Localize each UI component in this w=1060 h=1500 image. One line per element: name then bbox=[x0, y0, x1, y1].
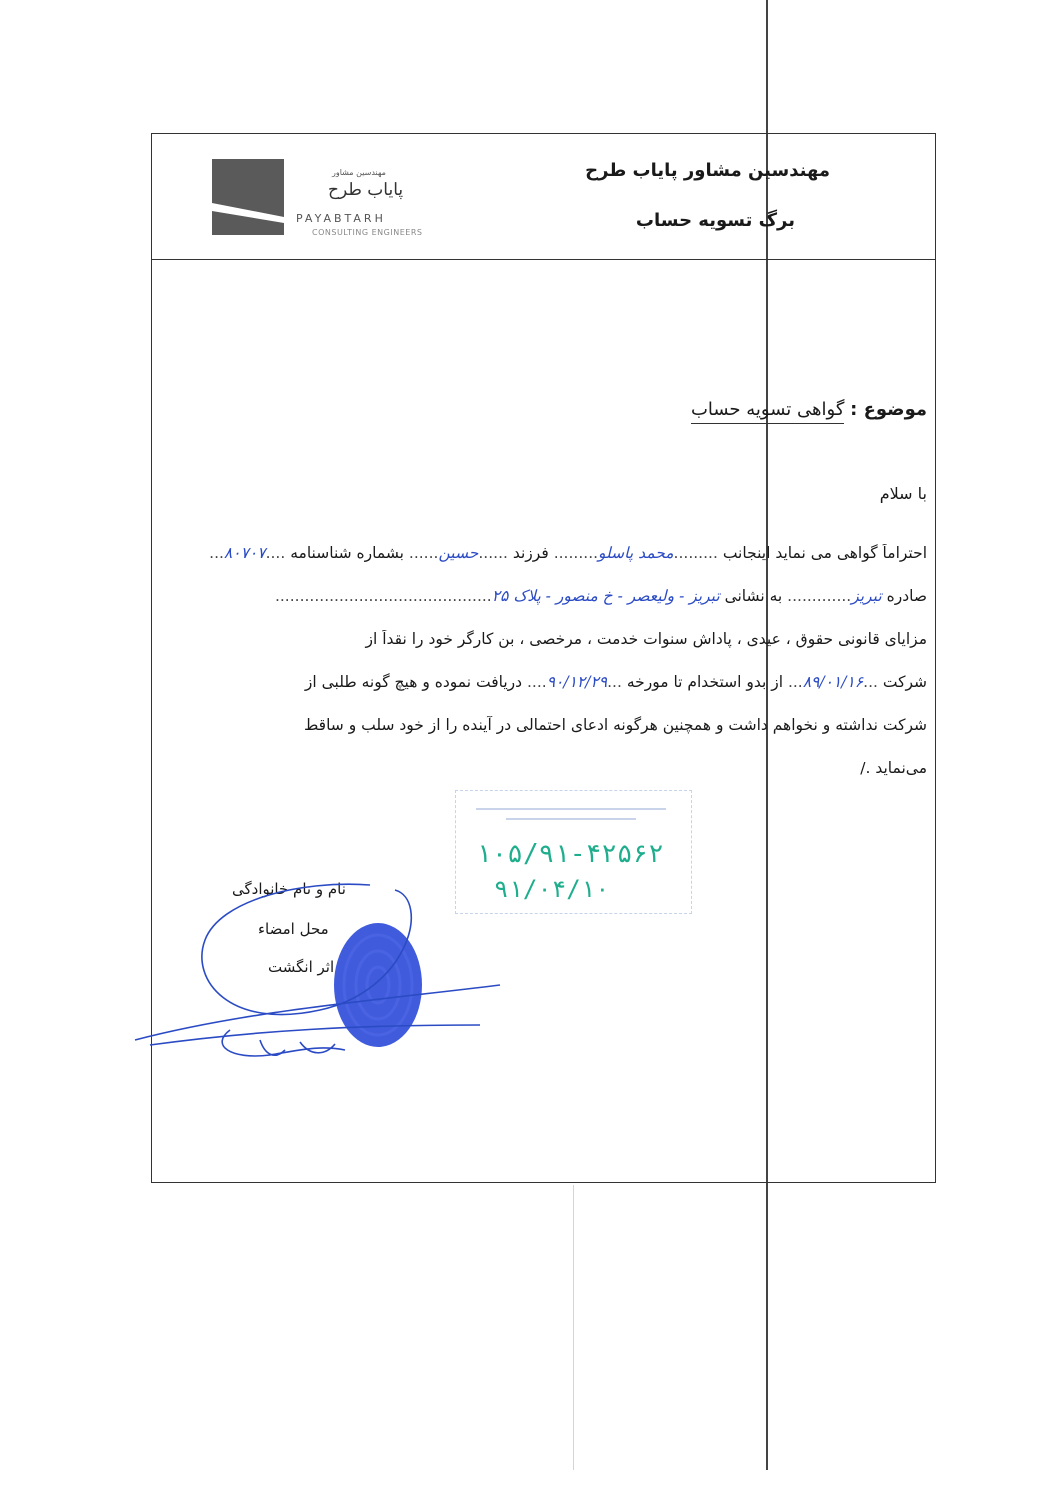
stamp-date: ۹۱/۰۴/۱۰ bbox=[494, 875, 610, 903]
body-text: صادره bbox=[886, 587, 927, 605]
stamp-number: ۱۰۵/۹۱-۴۲۵۶۲ bbox=[476, 839, 664, 869]
body-line-1: احتراماً گواهی می نماید اینجانب .........محمد پاسلو......... فرزند ......حسین...... بشماره شناسنامه ....۸۰۷۰۷... bbox=[209, 544, 927, 562]
subject-label: موضوع : bbox=[850, 399, 927, 420]
body-line-4: شرکت ...۸۹/۰۱/۱۶... از بدو استخدام تا مورخه ...۹۰/۱۲/۲۹.... دریافت نموده و هیچ گونه طلبی از bbox=[304, 673, 927, 691]
form-title: برگ تسویه حساب bbox=[635, 210, 795, 231]
signature-label: محل امضاء bbox=[258, 920, 329, 938]
company-name: مهندسین مشاور پایاب طرح bbox=[585, 160, 830, 181]
fingerprint-icon bbox=[334, 923, 422, 1047]
logo-english-sub: CONSULTING ENGINEERS bbox=[312, 228, 423, 237]
handwritten-name: محمد پاسلو bbox=[598, 544, 674, 562]
body-text: دریافت نموده و هیچ گونه طلبی از bbox=[304, 673, 523, 691]
logo-persian-name: پایاب طرح bbox=[328, 180, 404, 200]
handwritten-place: تبریز bbox=[851, 587, 882, 605]
body-text: احتراماً گواهی می نماید اینجانب bbox=[722, 544, 927, 562]
handwritten-id-number: ۸۰۷۰۷ bbox=[223, 544, 266, 562]
body-text: از بدو استخدام تا مورخه bbox=[626, 673, 784, 691]
name-label: نام و نام خانوادگی bbox=[232, 880, 346, 898]
body-text: فرزند bbox=[512, 544, 549, 562]
body-line-2: صادره تبریز............. به نشانی تبریز - ولیعصر - خ منصور - پلاک ۲۵............................................ bbox=[274, 587, 927, 605]
signature-icon bbox=[135, 884, 500, 1056]
body-line-5: شرکت نداشته و نخواهم داشت و همچنین هرگونه ادعای احتمالی در آینده را از خود سلب و ساقط bbox=[303, 716, 927, 734]
body-text: بشماره شناسنامه bbox=[290, 544, 404, 562]
logo-persian-small: مهندسین مشاور bbox=[332, 168, 386, 177]
greeting: با سلام bbox=[879, 484, 927, 503]
handwritten-father-name: حسین bbox=[438, 544, 479, 562]
fingerprint-label: اثر انگشت bbox=[268, 958, 335, 976]
handwritten-address: تبریز - ولیعصر - خ منصور - پلاک ۲۵ bbox=[491, 587, 720, 605]
handwritten-start-date: ۸۹/۰۱/۱۶ bbox=[802, 673, 864, 691]
handwritten-end-date: ۹۰/۱۲/۲۹ bbox=[546, 673, 608, 691]
body-text: به نشانی bbox=[724, 587, 783, 605]
body-line-3: مزایای قانونی حقوق ، عیدی ، پاداش سنوات خدمت ، مرخصی ، بن کارگر خود را نقداً از bbox=[365, 630, 927, 648]
subject-value: گواهی تسویه حساب bbox=[691, 399, 844, 424]
body-text: شرکت bbox=[882, 673, 927, 691]
logo-english-name: PAYABTARH bbox=[296, 212, 386, 225]
body-line-6: می‌نماید ./ bbox=[860, 759, 927, 777]
